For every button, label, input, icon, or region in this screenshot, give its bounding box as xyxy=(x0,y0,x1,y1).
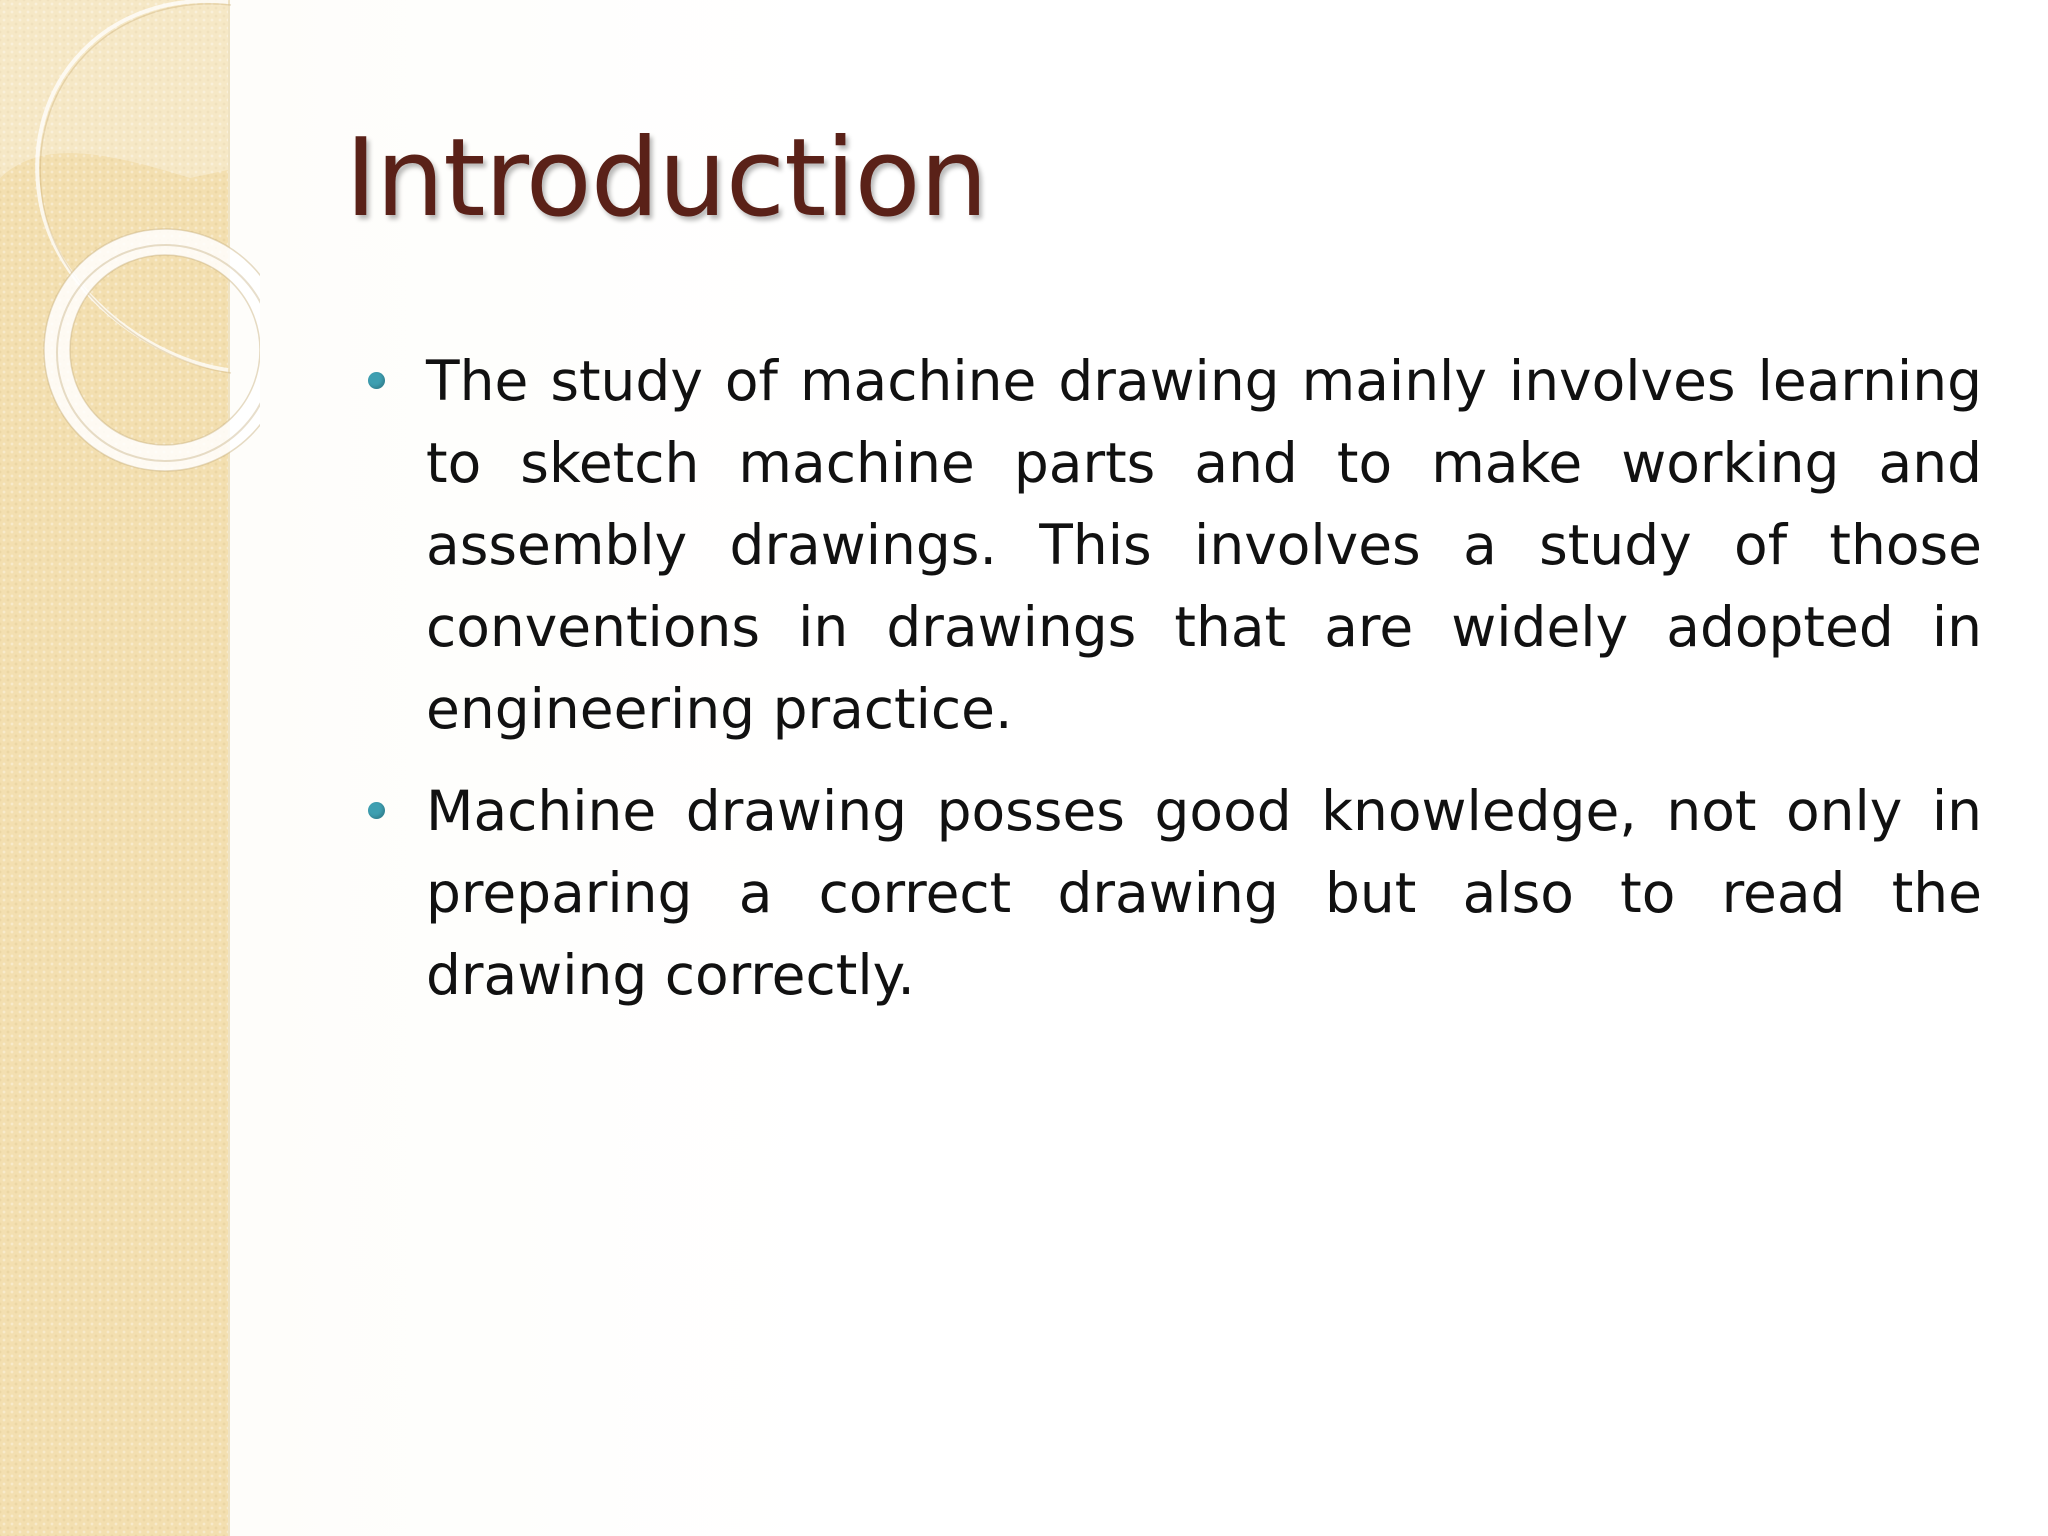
bullet-dot-icon xyxy=(368,372,385,389)
bullet-item xyxy=(362,770,1982,1016)
decorative-rings-icon xyxy=(0,0,260,520)
bullet-item xyxy=(362,340,1982,750)
bullet-text: Machine drawing posses good knowledge, not only in preparing a correct drawing but also to read the drawing correctly. xyxy=(426,779,1982,1007)
slide-title: Introduction xyxy=(345,116,988,241)
bullet-text: The study of machine drawing mainly involves learning to sketch machine parts and to make working and assembly drawings. This involves a study of those conventions in drawings that are widely adopted in engineering practice. xyxy=(426,349,1982,741)
bullet-list xyxy=(362,340,1982,1036)
bullet-dot-icon xyxy=(368,802,385,819)
